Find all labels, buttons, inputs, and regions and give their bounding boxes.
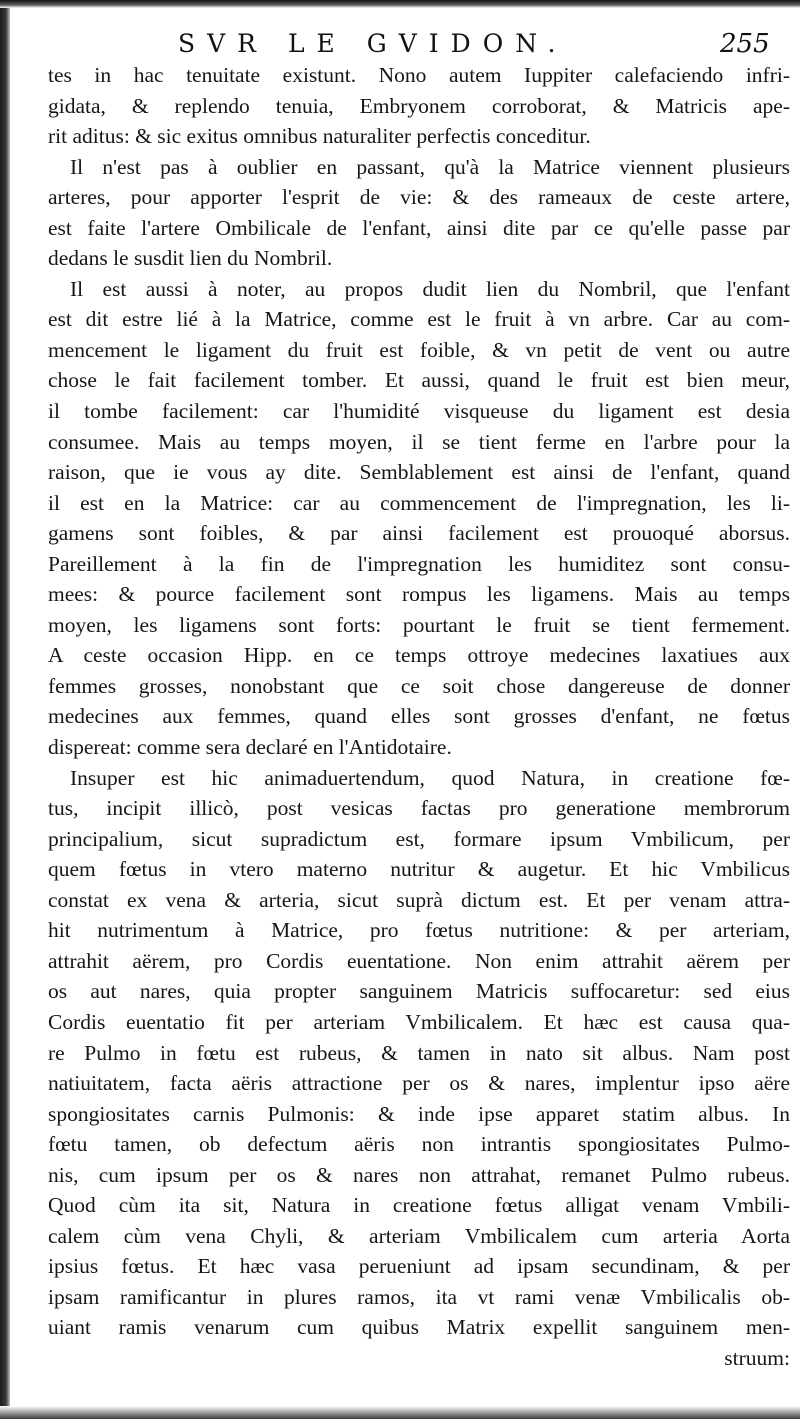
text-line: gamens sont foibles, & par ainsi facilement est prouoqué aborsus. (48, 521, 790, 546)
text-line: Il est aussi à noter, au propos dudit lien du Nombril, que l'enfant (70, 276, 790, 301)
text-line: est faite l'artere Ombilicale de l'enfant, ainsi dite par ce qu'elle passe par (48, 215, 790, 240)
text-line: consumee. Mais au temps moyen, il se tient ferme en l'arbre pour la (48, 429, 790, 454)
page-top-shadow (0, 0, 800, 8)
text-line: A ceste occasion Hipp. en ce temps ottroye medecines laxatiues aux (48, 643, 790, 668)
text-line: mencement le ligament du fruit est foible, & vn petit de vent ou autre (48, 337, 790, 362)
text-line: fœtu tamen, ob defectum aëris non intrantis spongiositates Pulmo- (48, 1132, 790, 1157)
page-number: 255 (720, 29, 770, 59)
text-line: struum: (724, 1345, 790, 1370)
text-line: uiant ramis venarum cum quibus Matrix expellit sanguinem men- (48, 1315, 790, 1340)
running-title: SVR LE GVIDON. (178, 29, 568, 58)
text-line: chose le fait facilement tomber. Et aussi, quand le fruit est bien meur, (48, 368, 790, 393)
text-line: nis, cum ipsum per os & nares non attrahat, remanet Pulmo rubeus. (48, 1162, 790, 1187)
text-line: il tombe facilement: car l'humidité visqueuse du ligament est desia (48, 399, 790, 424)
text-line: constat ex vena & arteria, sicut suprà dictum est. Et per venam attra- (48, 887, 790, 912)
text-line: os aut nares, quia propter sanguinem Matricis suffocaretur: sed eius (48, 979, 790, 1004)
text-line: Quod cùm ita sit, Natura in creatione fœtus alligat venam Vmbili- (48, 1193, 790, 1218)
page-left-shadow (0, 0, 10, 1419)
text-line: est dit estre lié à la Matrice, comme est le fruit à vn arbre. Car au com- (48, 307, 790, 332)
text-line: tus, incipit illicò, post vesicas factas pro generatione membrorum (48, 796, 790, 821)
text-line: femmes grosses, nonobstant que ce soit chose dangereuse de donner (48, 673, 790, 698)
text-line: moyen, les ligamens sont forts: pourtant le fruit se tient fermement. (48, 612, 790, 637)
text-line: il est en la Matrice: car au commencement de l'impregnation, les li- (48, 490, 790, 515)
page-header (0, 28, 800, 60)
text-line: mees: & pource facilement sont rompus les ligamens. Mais au temps (48, 582, 790, 607)
text-line: ipsius fœtus. Et hæc vasa perueniunt ad ipsam secundinam, & per (48, 1254, 790, 1279)
text-line: principalium, sicut supradictum est, formare ipsum Vmbilicum, per (48, 826, 790, 851)
text-line: spongiositates carnis Pulmonis: & inde ipse apparet statim albus. In (48, 1101, 790, 1126)
text-line: attrahit aërem, pro Cordis euentatione. Non enim attrahit aërem per (48, 948, 790, 973)
text-line: quem fœtus in vtero materno nutritur & augetur. Et hic Vmbilicus (48, 857, 790, 882)
text-line: dedans le susdit lien du Nombril. (48, 246, 333, 271)
text-line: hit nutrimentum à Matrice, pro fœtus nutritione: & per arteriam, (48, 918, 790, 943)
text-line: re Pulmo in fœtu est rubeus, & tamen in nato sit albus. Nam post (48, 1040, 790, 1065)
text-line: dispereat: comme sera declaré en l'Antidotaire. (48, 735, 452, 760)
text-line: rit aditus: & sic exitus omnibus naturaliter perfectis conceditur. (48, 124, 591, 149)
text-line: medecines aux femmes, quand elles sont grosses d'enfant, ne fœtus (48, 704, 790, 729)
text-line: tes in hac tenuitate existunt. Nono autem Iuppiter calefaciendo infri- (48, 63, 790, 87)
text-line: arteres, pour apporter l'esprit de vie: & des rameaux de ceste artere, (48, 185, 790, 210)
page-bottom-shadow (0, 1406, 800, 1419)
body-text (48, 60, 790, 1374)
text-line: Il n'est pas à oublier en passant, qu'à la Matrice viennent plusieurs (70, 154, 790, 179)
text-line: Cordis euentatio fit per arteriam Vmbilicalem. Et hæc est causa qua- (48, 1009, 790, 1034)
text-line: Insuper est hic animaduertendum, quod Natura, in creatione fœ- (70, 765, 790, 790)
text-line: gidata, & replendo tenuia, Embryonem corroborat, & Matricis ape- (48, 93, 790, 118)
text-line: natiuitatem, facta aëris attractione per os & nares, implentur ipso aëre (48, 1071, 790, 1096)
text-line: Pareillement à la fin de l'impregnation les humiditez sont consu- (48, 551, 790, 576)
text-line: raison, que ie vous ay dite. Semblablement est ainsi de l'enfant, quand (48, 460, 790, 485)
text-line: calem cùm vena Chyli, & arteriam Vmbilicalem cum arteria Aorta (48, 1223, 790, 1248)
text-line: ipsam ramificantur in plures ramos, ita vt rami venæ Vmbilicalis ob- (48, 1284, 790, 1309)
